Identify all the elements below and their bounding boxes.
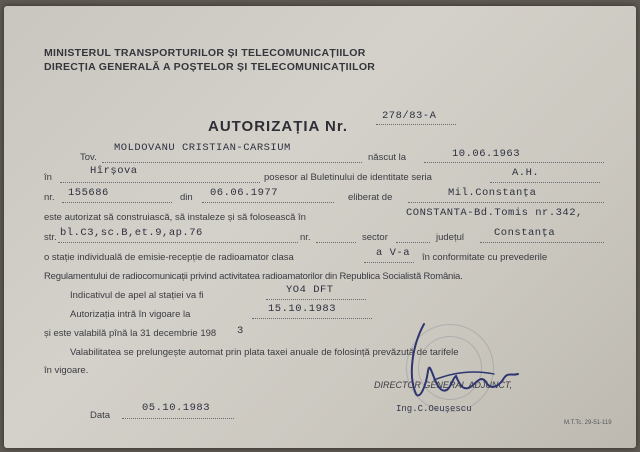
nr2-line (316, 242, 356, 243)
county-line (480, 242, 604, 243)
address-line (58, 242, 298, 243)
in-label: în (44, 172, 52, 183)
location: CONSTANTA-Bd.Tomis nr.342, (406, 207, 583, 219)
address: bl.C3,sc.B,et.9,ap.76 (60, 227, 203, 239)
str-label: str. (44, 232, 57, 243)
valid-year-digit: 3 (237, 325, 244, 337)
birthplace: Hîrșova (90, 165, 138, 177)
director-name: Ing.C.Oeușescu (396, 404, 472, 414)
number-line (376, 124, 456, 125)
valid-label: și este valabilă pînă la 31 decembrie 198 (44, 328, 217, 339)
nr2-label: nr. (300, 232, 311, 243)
nr-label: nr. (44, 192, 55, 203)
directorate-header: DIRECȚIA GENERALĂ A POȘTELOR ȘI TELECOMUNICAȚIILOR (44, 61, 376, 73)
conformity-text: în conformitate cu prevederile (422, 252, 548, 263)
name-line (102, 162, 362, 163)
id-date-line (202, 202, 334, 203)
birth-date: 10.06.1963 (452, 148, 521, 160)
issued-by-line (408, 202, 604, 203)
din-label: din (180, 192, 193, 203)
callsign-label: Indicativul de apel al stației va fi (70, 290, 204, 301)
signature-icon (394, 316, 530, 406)
regulation-text: Regulamentului de radiocomunicații privind activitatea radioamatorilor din Republica Socialistă România. (44, 271, 463, 282)
extension-line-1: Valabilitatea se prelungește automat prin plata taxei anuale de folosință prevăzută de tarifele (70, 347, 459, 358)
date-label: Data (90, 410, 111, 421)
id-date: 06.06.1977 (210, 187, 279, 199)
id-series: A.H. (512, 167, 540, 179)
tov-label: Tov. (80, 152, 97, 163)
authorization-number: 278/83-A (382, 110, 437, 122)
authorization-document (4, 6, 636, 448)
effective-date-line (252, 318, 372, 319)
born-label: născut la (368, 152, 407, 163)
birthplace-line (60, 182, 260, 183)
director-label: DIRECTOR GENERAL ADJUNCT, (374, 380, 513, 390)
county: Constanța (494, 227, 556, 239)
issue-date: 05.10.1983 (142, 402, 211, 414)
ministry-header: MINISTERUL TRANSPORTURILOR ȘI TELECOMUNICAȚIILOR (44, 47, 366, 59)
callsign: YO4 DFT (286, 284, 334, 296)
issued-by: Mil.Constanța (448, 187, 537, 199)
license-class: a V-a (376, 247, 411, 259)
id-number-line (62, 202, 172, 203)
issue-date-line (122, 418, 234, 419)
document-title: AUTORIZAȚIA Nr. (208, 118, 349, 135)
holder-name: MOLDOVANU CRISTIAN-CARSIUM (114, 142, 291, 154)
id-text: posesor al Buletinului de identitate seria (264, 172, 432, 183)
form-code: M.T.Tc. 29-51-119 (564, 420, 612, 426)
issued-label: eliberat de (348, 192, 393, 203)
sector-label: sector (362, 232, 388, 243)
county-label: județul (436, 232, 464, 243)
callsign-line (266, 299, 366, 300)
id-series-line (490, 182, 600, 183)
extension-line-2: în vigoare. (44, 365, 89, 376)
sector-line (396, 242, 430, 243)
id-number: 155686 (68, 187, 109, 199)
authorized-text: este autorizat să construiască, să instaleze și să folosească în (44, 212, 306, 223)
birth-date-line (424, 162, 604, 163)
station-text: o stație individuală de emisie-recepție de radioamator clasa (44, 252, 294, 263)
class-line (364, 262, 414, 263)
effective-date: 15.10.1983 (268, 303, 337, 315)
effective-label: Autorizația intră în vigoare la (70, 309, 191, 320)
